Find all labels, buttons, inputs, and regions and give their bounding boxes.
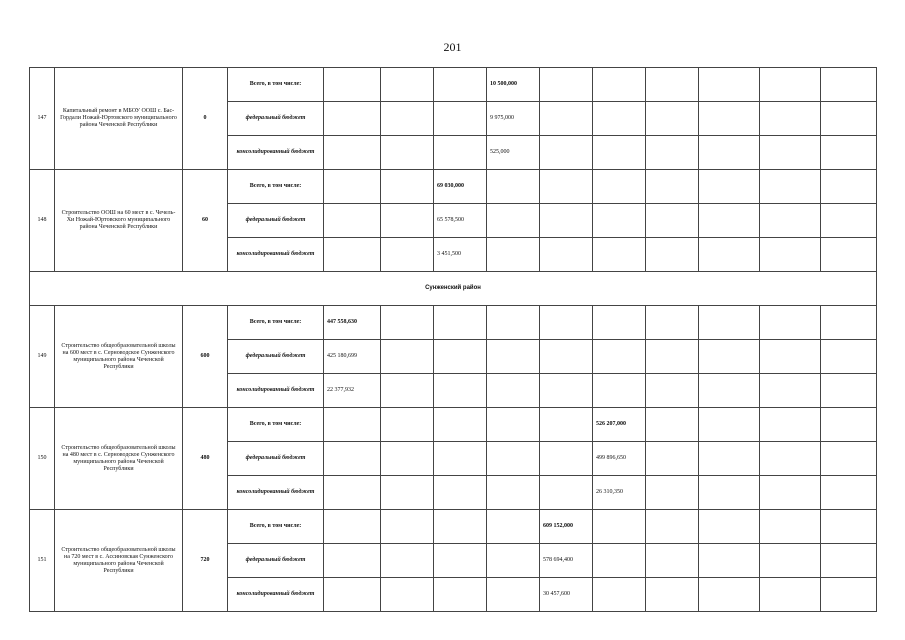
empty-cell [324,408,381,442]
section-title: Сунженский район [30,272,877,306]
empty-cell [593,170,646,204]
empty-cell [487,306,540,340]
federal-budget-value: 65 578,500 [434,204,487,238]
empty-cell [381,578,434,612]
empty-cell [434,408,487,442]
total-label: Всего, в том числе: [228,68,324,102]
empty-cell [487,476,540,510]
empty-cell [699,340,760,374]
empty-cell [593,238,646,272]
empty-cell [646,136,699,170]
federal-budget-label: федеральный бюджет [228,442,324,476]
empty-cell [381,238,434,272]
empty-cell [487,340,540,374]
table-row [30,510,877,544]
empty-cell [540,136,593,170]
project-capacity: 0 [183,68,228,170]
empty-cell [324,68,381,102]
empty-cell [760,442,821,476]
empty-cell [821,510,877,544]
empty-cell [540,170,593,204]
total-label: Всего, в том числе: [228,306,324,340]
empty-cell [593,102,646,136]
empty-cell [593,510,646,544]
empty-cell [821,544,877,578]
empty-cell [434,136,487,170]
empty-cell [324,238,381,272]
empty-cell [646,476,699,510]
empty-cell [540,408,593,442]
empty-cell [324,102,381,136]
empty-cell [487,204,540,238]
project-capacity: 60 [183,170,228,272]
empty-cell [324,544,381,578]
empty-cell [699,306,760,340]
empty-cell [699,238,760,272]
empty-cell [381,374,434,408]
project-number: 148 [30,170,55,272]
empty-cell [699,136,760,170]
empty-cell [593,374,646,408]
empty-cell [540,102,593,136]
empty-cell [324,136,381,170]
empty-cell [760,238,821,272]
empty-cell [487,578,540,612]
empty-cell [381,102,434,136]
empty-cell [646,578,699,612]
federal-budget-value: 425 180,699 [324,340,381,374]
federal-budget-value: 9 975,000 [487,102,540,136]
empty-cell [699,544,760,578]
project-capacity: 480 [183,408,228,510]
empty-cell [699,442,760,476]
project-name: Строительство общеобразовательной школы на 480 мест в с. Серноводское Сунженского муниципального района Чеченской Республики [55,408,183,510]
consolidated-budget-label: консолидированный бюджет [228,578,324,612]
empty-cell [487,408,540,442]
project-number: 150 [30,408,55,510]
empty-cell [381,306,434,340]
empty-cell [760,544,821,578]
empty-cell [540,476,593,510]
project-name: Капитальный ремонт в МБОУ ООШ с. Бас-Гордали Ножай-Юртовского муниципального района Чеченской Республики [55,68,183,170]
empty-cell [324,476,381,510]
empty-cell [646,170,699,204]
project-capacity: 600 [183,306,228,408]
empty-cell [434,544,487,578]
empty-cell [821,170,877,204]
empty-cell [646,340,699,374]
empty-cell [646,68,699,102]
empty-cell [821,442,877,476]
federal-budget-value: 499 896,650 [593,442,646,476]
empty-cell [434,340,487,374]
empty-cell [381,68,434,102]
empty-cell [593,68,646,102]
budget-table [29,67,877,612]
empty-cell [760,374,821,408]
empty-cell [487,374,540,408]
empty-cell [699,102,760,136]
empty-cell [381,544,434,578]
empty-cell [760,68,821,102]
empty-cell [324,204,381,238]
empty-cell [699,68,760,102]
empty-cell [646,510,699,544]
empty-cell [760,578,821,612]
empty-cell [646,374,699,408]
consolidated-budget-label: консолидированный бюджет [228,238,324,272]
project-number: 149 [30,306,55,408]
empty-cell [540,204,593,238]
empty-cell [434,374,487,408]
consolidated-budget-value: 22 377,932 [324,374,381,408]
empty-cell [699,476,760,510]
empty-cell [821,102,877,136]
page-number: 201 [443,40,462,54]
empty-cell [593,578,646,612]
project-number: 151 [30,510,55,612]
empty-cell [699,170,760,204]
table-row [30,306,877,340]
empty-cell [593,204,646,238]
empty-cell [760,510,821,544]
empty-cell [381,340,434,374]
empty-cell [760,340,821,374]
empty-cell [540,68,593,102]
empty-cell [821,374,877,408]
empty-cell [760,136,821,170]
empty-cell [434,442,487,476]
federal-budget-value: 578 694,400 [540,544,593,578]
table-body [30,68,877,612]
empty-cell [381,408,434,442]
project-name: Строительство общеобразовательной школы на 720 мест в с. Ассиновская Сунженского муниципального района Чеченской Республики [55,510,183,612]
project-capacity: 720 [183,510,228,612]
total-label: Всего, в том числе: [228,170,324,204]
empty-cell [760,476,821,510]
empty-cell [381,510,434,544]
empty-cell [540,374,593,408]
empty-cell [381,442,434,476]
empty-cell [821,408,877,442]
empty-cell [324,170,381,204]
empty-cell [381,476,434,510]
empty-cell [821,204,877,238]
project-name: Строительство общеобразовательной школы на 600 мест в с. Серноводское Сунженского муниципального района Чеченской Республики [55,306,183,408]
empty-cell [487,510,540,544]
table-row [30,170,877,204]
empty-cell [434,476,487,510]
empty-cell [434,306,487,340]
federal-budget-label: федеральный бюджет [228,544,324,578]
empty-cell [593,306,646,340]
consolidated-budget-value: 3 451,500 [434,238,487,272]
empty-cell [699,374,760,408]
federal-budget-label: федеральный бюджет [228,204,324,238]
consolidated-budget-value: 30 457,600 [540,578,593,612]
table-row [30,408,877,442]
consolidated-budget-label: консолидированный бюджет [228,136,324,170]
empty-cell [324,578,381,612]
federal-budget-label: федеральный бюджет [228,340,324,374]
empty-cell [699,408,760,442]
total-value: 526 207,000 [593,408,646,442]
total-value: 10 500,000 [487,68,540,102]
empty-cell [699,578,760,612]
total-value: 609 152,000 [540,510,593,544]
empty-cell [593,544,646,578]
empty-cell [821,136,877,170]
total-value: 447 558,630 [324,306,381,340]
empty-cell [487,238,540,272]
empty-cell [760,170,821,204]
empty-cell [760,204,821,238]
empty-cell [646,306,699,340]
empty-cell [760,102,821,136]
empty-cell [487,442,540,476]
empty-cell [646,238,699,272]
empty-cell [434,510,487,544]
empty-cell [821,340,877,374]
empty-cell [540,238,593,272]
empty-cell [487,544,540,578]
empty-cell [593,136,646,170]
consolidated-budget-label: консолидированный бюджет [228,374,324,408]
empty-cell [821,578,877,612]
section-row [30,272,877,306]
empty-cell [487,170,540,204]
empty-cell [434,68,487,102]
consolidated-budget-value: 26 310,350 [593,476,646,510]
consolidated-budget-label: консолидированный бюджет [228,476,324,510]
empty-cell [434,102,487,136]
empty-cell [760,408,821,442]
empty-cell [593,340,646,374]
project-number: 147 [30,68,55,170]
empty-cell [646,408,699,442]
empty-cell [381,136,434,170]
total-label: Всего, в том числе: [228,408,324,442]
empty-cell [821,306,877,340]
empty-cell [434,578,487,612]
empty-cell [699,204,760,238]
project-name: Строительство ООШ на 60 мест в с. Чечель-Хи Ножай-Юртовского муниципального района Чеченской Республики [55,170,183,272]
empty-cell [646,204,699,238]
empty-cell [821,68,877,102]
table-row [30,68,877,102]
empty-cell [646,544,699,578]
empty-cell [699,510,760,544]
empty-cell [540,340,593,374]
empty-cell [381,170,434,204]
federal-budget-label: федеральный бюджет [228,102,324,136]
consolidated-budget-value: 525,000 [487,136,540,170]
total-value: 69 030,000 [434,170,487,204]
empty-cell [381,204,434,238]
empty-cell [540,306,593,340]
empty-cell [646,102,699,136]
total-label: Всего, в том числе: [228,510,324,544]
empty-cell [646,442,699,476]
empty-cell [540,442,593,476]
empty-cell [324,442,381,476]
empty-cell [821,238,877,272]
empty-cell [324,510,381,544]
empty-cell [821,476,877,510]
empty-cell [760,306,821,340]
